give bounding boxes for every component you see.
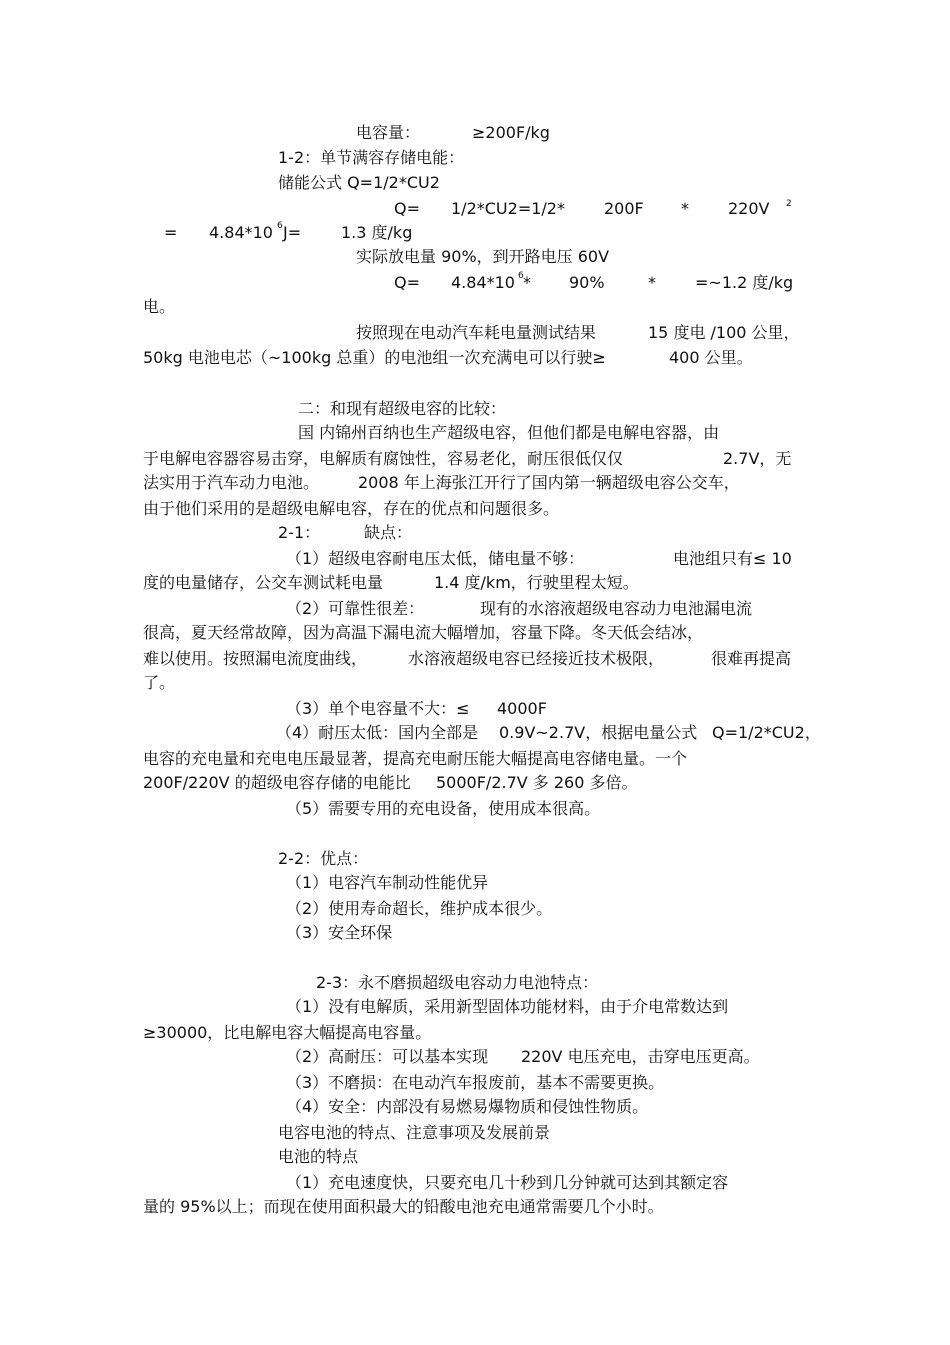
formula-line — [0, 196, 950, 222]
text-segment: 电池的特点 — [278, 1147, 359, 1166]
text-line — [0, 620, 950, 646]
text-segment: （2）使用寿命超长，维护成本很少。 — [286, 899, 553, 918]
text-line — [0, 446, 950, 472]
text-segment: * — [681, 199, 689, 218]
text-segment: （2）可靠性很差： — [286, 599, 425, 618]
text-line — [0, 1094, 950, 1120]
text-line — [0, 170, 950, 196]
text-segment: 度的电量储存，公交车测试耗电量 — [143, 573, 384, 592]
text-segment: ≥200F/kg — [472, 123, 550, 142]
text-segment: 200F/220V 的超级电容存储的电能比 — [143, 773, 411, 792]
text-segment: 220V — [728, 199, 770, 218]
text-line — [0, 145, 950, 171]
text-segment: 1/2*CU2=1/2* — [451, 199, 565, 218]
text-segment: 了。 — [143, 673, 176, 692]
text-line — [0, 570, 950, 596]
text-line — [0, 670, 950, 696]
formula-line — [0, 220, 950, 246]
text-segment: 2.7V，无 — [723, 449, 792, 468]
text-line — [0, 896, 950, 922]
text-segment: （1）超级电容耐电压太低，储电量不够： — [286, 549, 585, 568]
text-line — [0, 420, 950, 446]
text-line — [0, 646, 950, 672]
text-segment: 4.84*10 — [209, 223, 273, 242]
text-segment: 电容的充电量和充电电压最显著，提高充电耐压能大幅提高电容储电量。一个 — [143, 749, 688, 768]
text-segment: （4）耐压太低：国内全部是 — [276, 723, 479, 742]
text-segment: 很难再提高 — [711, 649, 792, 668]
text-segment: 50kg 电池电芯（~100kg 总重）的电池组一次充满电可以行驶≥ — [143, 348, 606, 367]
text-segment: （5）需要专用的充电设备，使用成本很高。 — [286, 799, 601, 818]
text-segment: （1）没有电解质，采用新型固体功能材料，由于介电常数达到 — [286, 997, 729, 1016]
text-segment: = — [164, 223, 178, 242]
text-segment: 2-1： — [278, 523, 321, 542]
text-line — [0, 244, 950, 270]
text-segment: （3）不磨损：在电动汽车报废前，基本不需要更换。 — [286, 1073, 665, 1092]
text-line — [0, 496, 950, 522]
text-segment: Q= — [394, 273, 420, 292]
text-segment: 15 度电 /100 公里， — [648, 323, 800, 342]
text-line — [0, 796, 950, 822]
text-segment: 2-2：优点： — [278, 849, 369, 868]
text-line — [0, 120, 950, 146]
text-segment: 二：和现有超级电容的比较： — [298, 399, 507, 418]
text-segment: 200F — [604, 199, 644, 218]
subsection-heading — [0, 970, 950, 996]
text-line — [0, 345, 950, 371]
text-segment: 1.4 度/km，行驶里程太短。 — [434, 573, 639, 592]
text-segment: 电容量： — [356, 123, 421, 142]
text-segment: 难以使用。按照漏电流度曲线， — [143, 649, 368, 668]
text-line — [0, 596, 950, 622]
text-segment: （1）充电速度快，只要充电几十秒到几分钟就可达到其额定容 — [286, 1173, 729, 1192]
text-segment: J= — [283, 223, 302, 242]
text-segment: Q=1/2*CU2， — [712, 723, 821, 742]
text-segment: 0.9V~2.7V，根据电量公式 — [499, 723, 698, 742]
text-segment: Q= — [394, 199, 420, 218]
text-segment: 量的 95%以上；而现在使用面积最大的铅酸电池充电通常需要几个小时。 — [143, 1197, 664, 1216]
text-segment: 按照现在电动汽车耗电量测试结果 — [356, 323, 597, 342]
text-segment: 电。 — [143, 297, 176, 316]
text-line — [0, 1194, 950, 1220]
text-line — [0, 720, 950, 746]
text-line — [0, 920, 950, 946]
subsection-heading — [0, 846, 950, 872]
text-segment: ≥30000，比电解电容大幅提高电容量。 — [143, 1023, 432, 1042]
text-segment: 法实用于汽车动力电池。 — [143, 473, 320, 492]
text-segment: * — [523, 273, 531, 292]
text-segment: （1）电容汽车制动性能优异 — [286, 873, 489, 892]
text-line — [0, 696, 950, 722]
text-segment: 储能公式 Q=1/2*CU2 — [278, 173, 440, 192]
text-line — [0, 770, 950, 796]
text-line — [0, 294, 950, 320]
text-segment: 4.84*10 — [451, 273, 515, 292]
text-segment: 很高，夏天经常故障，因为高温下漏电流大幅增加，容量下降。冬天低会结冰， — [143, 623, 704, 642]
text-segment: 缺点： — [364, 523, 413, 542]
text-segment: 1-2：单节满容存储电能： — [278, 148, 465, 167]
text-segment: 2008 年上海张江开行了国内第一辆超级电容公交车， — [358, 473, 740, 492]
text-segment: 实际放电量 90%，到开路电压 60V — [356, 247, 610, 266]
section-heading — [0, 1120, 950, 1146]
text-line — [0, 994, 950, 1020]
text-line — [0, 1170, 950, 1196]
text-line — [0, 1070, 950, 1096]
text-segment: 国 内锦州百纳也生产超级电容，但他们都是电解电容器，由 — [298, 423, 720, 442]
text-segment: 5000F/2.7V 多 260 多倍。 — [436, 773, 638, 792]
exponent: 6 — [277, 221, 283, 231]
text-segment: * — [648, 273, 656, 292]
exponent: 6 — [518, 271, 524, 281]
text-segment: 电池组只有≤ 10 — [673, 549, 792, 568]
section-heading — [0, 396, 950, 422]
text-line — [0, 470, 950, 496]
text-segment: 由于他们采用的是超级电解电容，存在的优点和问题很多。 — [143, 499, 560, 518]
text-segment: （3）单个电容量不大：≤ — [286, 699, 470, 718]
text-line — [0, 870, 950, 896]
section-heading — [0, 1144, 950, 1170]
text-line — [0, 320, 950, 346]
exponent: 2 — [786, 199, 792, 209]
text-segment: 4000F — [497, 699, 547, 718]
text-segment: 于电解电容器容易击穿，电解质有腐蚀性，容易老化，耐压很低仅仅 — [143, 449, 624, 468]
formula-line — [0, 270, 950, 296]
subsection-heading — [0, 520, 950, 546]
text-line — [0, 1044, 950, 1070]
text-segment: 220V 电压充电，击穿电压更高。 — [521, 1047, 760, 1066]
text-segment: 1.3 度/kg — [341, 223, 413, 242]
text-segment: （2）高耐压：可以基本实现 — [286, 1047, 489, 1066]
text-segment: 水溶液超级电容已经接近技术极限， — [408, 649, 665, 668]
text-segment: =~1.2 度/kg — [695, 273, 794, 292]
text-segment: （4）安全：内部没有易燃易爆物质和侵蚀性物质。 — [286, 1097, 649, 1116]
text-segment: （3）安全环保 — [286, 923, 393, 942]
text-line — [0, 1020, 950, 1046]
text-segment: 2-3：永不磨损超级电容动力电池特点： — [316, 973, 599, 992]
text-segment: 400 公里。 — [669, 348, 753, 367]
text-segment: 电容电池的特点、注意事项及发展前景 — [278, 1123, 551, 1142]
text-segment: 现有的水溶液超级电容动力电池漏电流 — [480, 599, 753, 618]
text-line — [0, 746, 950, 772]
text-segment: 90% — [569, 273, 605, 292]
text-line — [0, 546, 950, 572]
